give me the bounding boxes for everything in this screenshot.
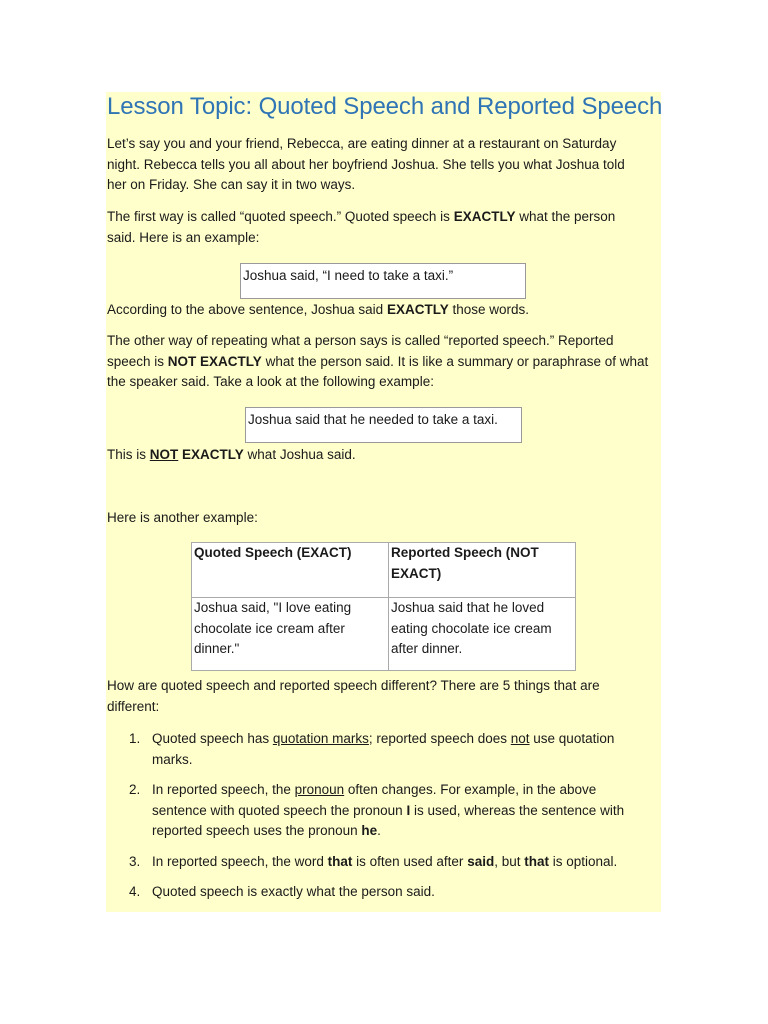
list-line [152,780,647,801]
list-number: 3. [129,853,141,869]
other-way-paragraph [107,331,659,393]
reported-speech-example-box: Joshua said that he needed to take a taxi. [245,407,522,443]
intro-line: her on Friday. She can say it in two ways. [107,177,356,192]
emphasis-not: NOT [149,447,179,462]
underline-not: not [510,731,530,746]
text-run: use quotation [529,731,615,746]
table-row [192,598,576,671]
table-header-row [192,543,576,598]
list-item [107,780,647,842]
emphasis-he: he [361,823,378,838]
question-paragraph [107,676,659,717]
text-run: In reported speech, the word [152,853,328,869]
cell-line: chocolate ice cream after [194,620,345,636]
table-header-quoted [192,543,389,598]
text-run: is optional. [548,853,618,869]
emphasis-that: that [524,853,549,869]
text-run: what the person said. It is like a summary or paraphrase of what [261,353,649,369]
list-number: 2. [129,782,141,797]
not-exactly-paragraph [107,445,659,466]
list-item [107,882,647,903]
list-number: 1. [129,731,141,746]
list-item [107,852,647,873]
table-cell-quoted [192,598,389,671]
first-way-line [107,207,659,228]
text-run: speech is [107,353,168,369]
differences-list [107,729,647,903]
intro-line: Let’s say you and your friend, Rebecca, are eating dinner at a restaurant on Saturday [107,136,617,151]
cell-line: eating chocolate ice cream [391,620,552,636]
table-header-reported [389,543,576,598]
list-number: 4. [129,884,141,899]
list-line: Quoted speech is exactly what the person said. [152,884,435,899]
list-line [152,801,647,822]
intro-line: night. Rebecca tells you all about her boyfriend Joshua. She tells you what Joshua told [107,156,625,172]
header-line: EXACT) [391,565,442,581]
cell-line: dinner." [194,641,240,656]
list-line [152,821,647,842]
cell-line: after dinner. [391,641,463,656]
text-run: The first way is called “quoted speech.” Quoted speech is [107,209,454,224]
emphasis-not-exactly: NOT EXACTLY [167,353,262,369]
other-way-line: the speaker said. Take a look at the following example: [107,374,434,389]
other-way-line [107,352,659,373]
emphasis-exactly: EXACTLY [386,302,449,317]
quoted-speech-example-box: Joshua said, “I need to take a taxi.” [240,263,526,299]
emphasis-exactly: EXACTLY [453,209,516,224]
list-line [152,729,647,750]
text-run: reported speech uses the pronoun [152,823,362,838]
emphasis-that: that [327,853,353,869]
page-title: Lesson Topic: Quoted Speech and Reported Speech [107,93,663,120]
text-run: what Joshua said. [243,447,356,462]
header-line: Reported Speech (NOT [391,545,539,560]
text-run: According to the above sentence, Joshua said [107,302,387,317]
text-run: is used, whereas the sentence with [410,802,625,818]
underline-quotation-marks: quotation marks [272,731,369,746]
question-line: different: [107,698,160,714]
list-line [152,852,647,873]
not-exactly-line [107,445,659,466]
text-run: sentence with quoted speech the pronoun [152,802,407,818]
underline-pronoun: pronoun [294,782,345,797]
emphasis-said: said [467,853,495,869]
first-way-paragraph [107,207,659,248]
list-item [107,729,647,770]
intro-paragraph [107,134,659,196]
according-line [107,300,659,321]
text-run: what the person [515,209,616,224]
first-way-line: said. Here is an example: [107,229,260,245]
emphasis-i: I [406,802,411,818]
question-line: How are quoted speech and reported speech different? There are 5 things that are [107,678,600,693]
text-run: , but [494,853,525,869]
another-example-paragraph: Here is another example: [107,510,258,525]
text-run: often changes. For example, in the above [344,782,597,797]
table-cell-reported [389,598,576,671]
text-run: . [377,823,381,838]
other-way-line: The other way of repeating what a person says is called “reported speech.” Reported [107,333,614,348]
list-line: marks. [152,751,193,767]
text-run: those words. [448,302,529,317]
cell-line: Joshua said, "I love eating [194,600,352,615]
text-run: Quoted speech has [152,731,273,746]
emphasis-exactly: EXACTLY [182,447,244,462]
header-line: Quoted Speech (EXACT) [194,545,352,560]
text-run: This is [107,447,150,462]
according-paragraph [107,300,659,321]
comparison-table [191,542,576,671]
cell-line: Joshua said that he loved [391,600,545,615]
text-run: In reported speech, the [152,782,295,797]
text-run: ; reported speech does [368,731,511,746]
text-run: is often used after [352,853,468,869]
